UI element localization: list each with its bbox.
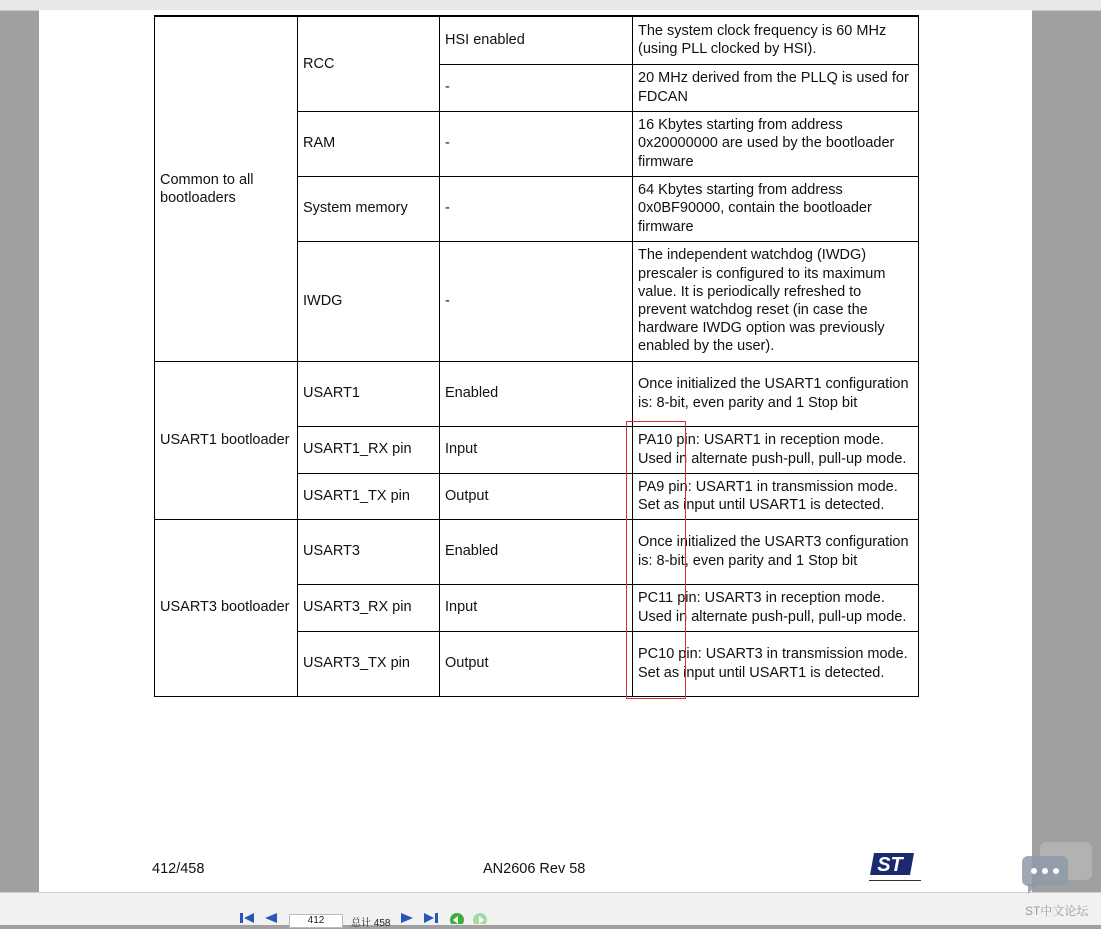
- comment-cell: 64 Kbytes starting from address 0x0BF90000, contain the bootloader firmware: [633, 176, 919, 241]
- feature-cell: RAM: [298, 111, 440, 176]
- group-cell: USART1 bootloader: [155, 361, 298, 519]
- setting-cell: Output: [440, 631, 633, 696]
- setting-cell: -: [440, 111, 633, 176]
- setting-cell: Enabled: [440, 519, 633, 584]
- page-number-input[interactable]: 412: [289, 914, 343, 928]
- forum-watermark: ST中文论坛: [1025, 904, 1089, 918]
- comment-cell: PA10 pin: USART1 in reception mode. Used in alternate push-pull, pull-up mode.: [633, 426, 919, 473]
- group-cell: USART3 bootloader: [155, 519, 298, 696]
- document-reference: AN2606 Rev 58: [483, 861, 586, 877]
- back-icon[interactable]: [449, 912, 465, 924]
- table-row: [155, 519, 919, 584]
- group-cell: Common to all bootloaders: [155, 16, 298, 361]
- feature-cell: USART3: [298, 519, 440, 584]
- feature-cell: USART3_TX pin: [298, 631, 440, 696]
- comment-cell: Once initialized the USART3 configuration is: 8-bit, even parity and 1 Stop bit: [633, 519, 919, 584]
- table-row: [155, 16, 919, 64]
- setting-cell: -: [440, 241, 633, 361]
- feature-cell: USART3_RX pin: [298, 584, 440, 631]
- setting-cell: Input: [440, 426, 633, 473]
- document-page: [39, 10, 1032, 892]
- comment-cell: PA9 pin: USART1 in transmission mode. Set as input until USART1 is detected.: [633, 473, 919, 519]
- setting-cell: HSI enabled: [440, 16, 633, 64]
- feature-cell: System memory: [298, 176, 440, 241]
- comment-cell: Once initialized the USART1 configuration is: 8-bit, even parity and 1 Stop bit: [633, 361, 919, 426]
- total-pages-label: 总计 458: [351, 918, 391, 929]
- page-number: 412/458: [152, 861, 205, 877]
- comment-cell: The independent watchdog (IWDG) prescaler is configured to its maximum value. It is periodically refreshed to prevent watchdog reset (in case the hardware IWDG option was previously enabled by the user).: [633, 241, 919, 361]
- table-row: [155, 361, 919, 426]
- comment-cell: 20 MHz derived from the PLLQ is used for FDCAN: [633, 64, 919, 111]
- forward-icon[interactable]: [472, 912, 488, 924]
- setting-cell: Output: [440, 473, 633, 519]
- feature-cell: USART1_TX pin: [298, 473, 440, 519]
- feature-cell: USART1_RX pin: [298, 426, 440, 473]
- feature-cell: IWDG: [298, 241, 440, 361]
- first-page-icon[interactable]: [239, 912, 255, 924]
- last-page-icon[interactable]: [423, 912, 439, 924]
- forum-chat-icon: [1020, 840, 1094, 896]
- feature-cell: RCC: [298, 16, 440, 111]
- st-logo-icon: [868, 851, 916, 877]
- feature-cell: USART1: [298, 361, 440, 426]
- comment-cell: 16 Kbytes starting from address 0x20000000 are used by the bootloader firmware: [633, 111, 919, 176]
- setting-cell: -: [440, 176, 633, 241]
- setting-cell: Enabled: [440, 361, 633, 426]
- comment-cell: PC10 pin: USART3 in transmission mode. Set as input until USART1 is detected.: [633, 631, 919, 696]
- previous-page-icon[interactable]: [262, 912, 278, 924]
- st-logo-text: ST: [877, 854, 903, 876]
- bootloader-config-table: [154, 15, 919, 697]
- footer-rule: [869, 880, 921, 881]
- setting-cell: Input: [440, 584, 633, 631]
- comment-cell: The system clock frequency is 60 MHz (using PLL clocked by HSI).: [633, 16, 919, 64]
- comment-cell: PC11 pin: USART3 in reception mode. Used in alternate push-pull, pull-up mode.: [633, 584, 919, 631]
- next-page-icon[interactable]: [400, 912, 416, 924]
- viewer-toolbar: [0, 892, 1101, 925]
- setting-cell: -: [440, 64, 633, 111]
